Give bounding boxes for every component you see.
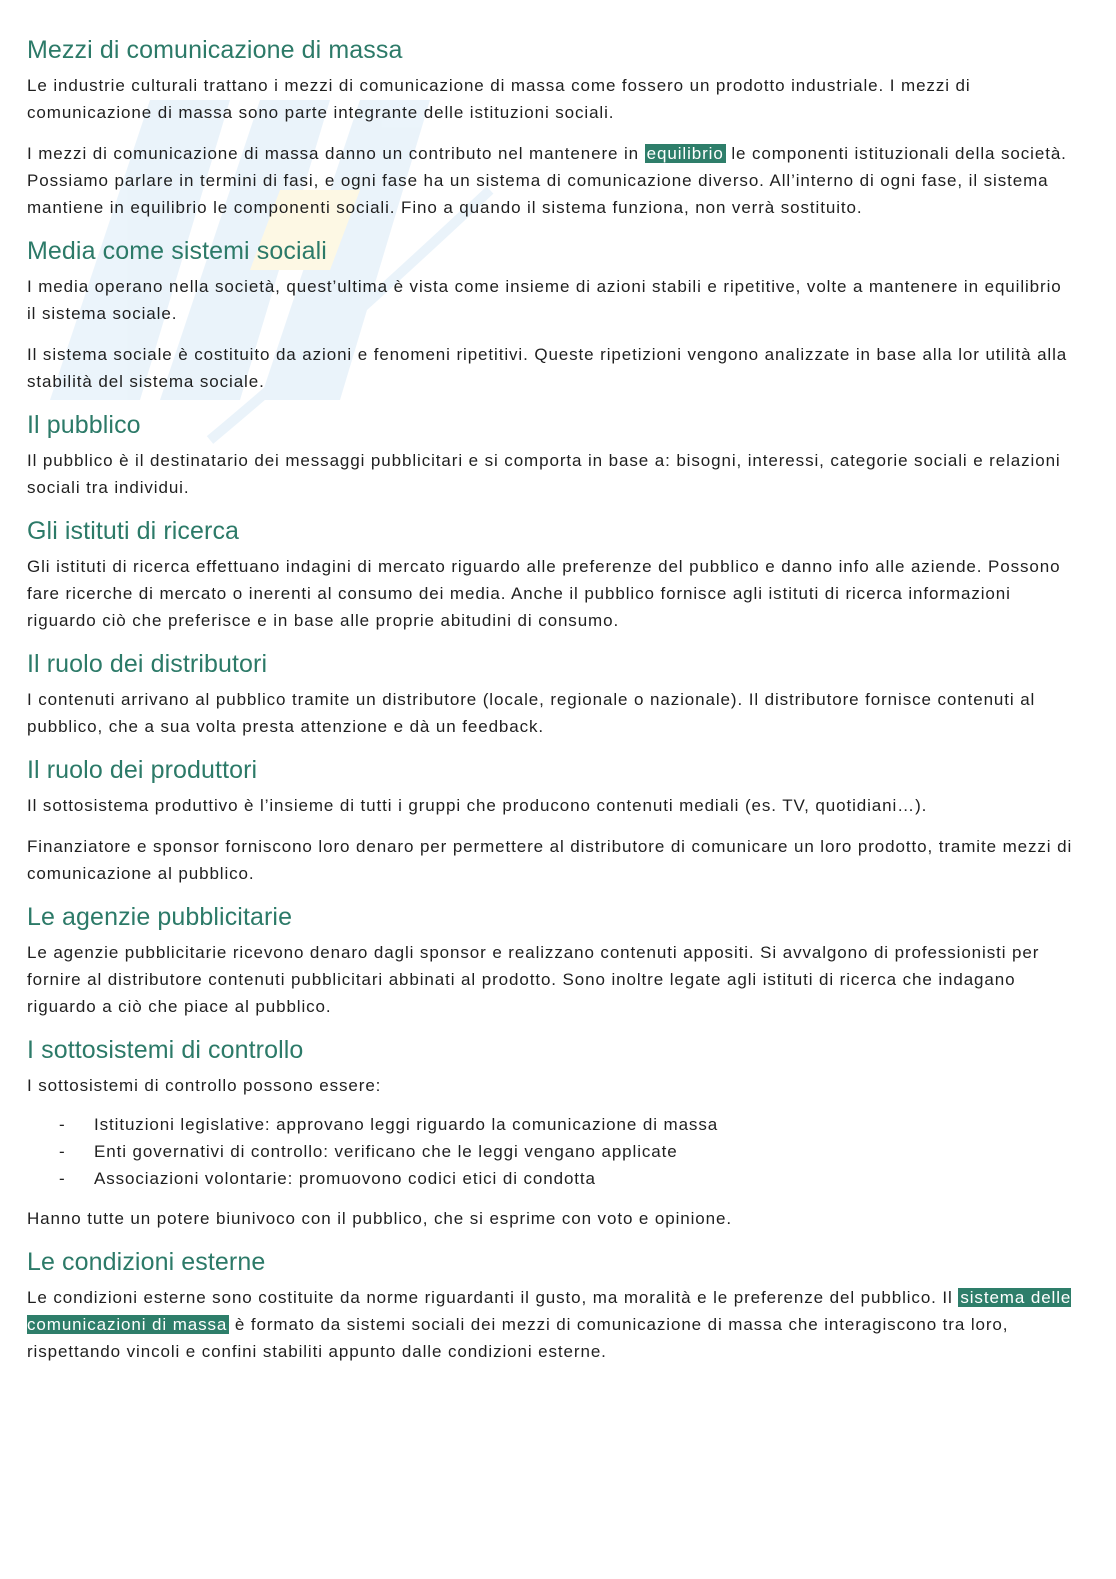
text-span: è formato da sistemi sociali dei mezzi di comunicazione di massa che interagiscono tra loro, rispettando vincoli e confini stabiliti appunto dalle condizioni esterne.	[27, 1315, 1009, 1361]
section-produttori	[27, 754, 1076, 887]
paragraph	[27, 140, 1076, 221]
dash-bullet: -	[59, 1169, 66, 1188]
list-item-text: Associazioni volontarie: promuovono codici etici di condotta	[94, 1169, 596, 1188]
section-title: Gli istituti di ricerca	[27, 517, 240, 545]
section-title: Le condizioni esterne	[27, 1248, 266, 1276]
section-title: Il ruolo dei produttori	[27, 756, 258, 784]
paragraph: I sottosistemi di controllo possono essere:	[27, 1076, 382, 1095]
list-item-text: Istituzioni legislative: approvano leggi riguardo la comunicazione di massa	[94, 1115, 719, 1134]
paragraph: I media operano nella società, quest’ultima è vista come insieme di azioni stabili e ripetitive, volte a mantenere in equilibrio il sistema sociale.	[27, 277, 1062, 323]
paragraph: Le industrie culturali trattano i mezzi di comunicazione di massa come fossero un prodotto industriale. I mezzi di comunicazione di massa sono parte integrante delle istituzioni sociali.	[27, 76, 971, 122]
paragraph: Hanno tutte un potere biunivoco con il pubblico, che si esprime con voto e opinione.	[27, 1209, 732, 1228]
section-title: Mezzi di comunicazione di massa	[27, 36, 403, 64]
paragraph: Il sottosistema produttivo è l’insieme di tutti i gruppi che producono contenuti mediali (es. TV, quotidiani…).	[27, 796, 928, 815]
paragraph: Il sistema sociale è costituito da azioni e fenomeni ripetitivi. Queste ripetizioni vengono analizzate in base alla lor utilità alla stabilità del sistema sociale.	[27, 345, 1068, 391]
highlight-term: equilibrio	[646, 144, 724, 163]
list-item	[59, 1111, 1076, 1138]
paragraph: Il pubblico è il destinatario dei messaggi pubblicitari e si comporta in base a: bisogni, interessi, categorie sociali e relazioni sociali tra individui.	[27, 451, 1061, 497]
paragraph: Finanziatore e sponsor forniscono loro denaro per permettere al distributore di comunicare un loro prodotto, tramite mezzi di comunicazione al pubblico.	[27, 837, 1073, 883]
section-distributori	[27, 648, 1076, 740]
section-title: I sottosistemi di controllo	[27, 1036, 304, 1064]
section-media-sistemi	[27, 235, 1076, 395]
paragraph	[27, 1284, 1076, 1365]
paragraph: I contenuti arrivano al pubblico tramite un distributore (locale, regionale o nazionale). Il distributore fornisce contenuti al pubblico, che a sua volta presta attenzione e dà un feedback.	[27, 690, 1036, 736]
list-item-text: Enti governativi di controllo: verificano che le leggi vengano applicate	[94, 1142, 678, 1161]
section-istituti-ricerca	[27, 515, 1076, 634]
text-span: le componenti istituzionali della società. Possiamo parlare in termini di fasi, e ogni fase ha un sistema di comunicazione diverso. All’interno di ogni fase, il sistema mantiene in equilibrio le componenti sociali. Fino a quando il sistema funziona, non verrà sostituito.	[27, 144, 1067, 217]
section-condizioni-esterne	[27, 1246, 1076, 1365]
section-title: Il ruolo dei distributori	[27, 650, 268, 678]
section-title: Il pubblico	[27, 411, 141, 439]
paragraph: Gli istituti di ricerca effettuano indagini di mercato riguardo alle preferenze del pubblico e danno info alle aziende. Possono fare ricerche di mercato o inerenti al consumo dei media. Anche il pubblico fornisce agli istituti di ricerca informazioni riguardo ciò che preferisce e in base alle proprie abitudini di consumo.	[27, 557, 1061, 630]
paragraph: Le agenzie pubblicitarie ricevono denaro dagli sponsor e realizzano contenuti appositi. Si avvalgono di professionisti per fornire al distributore contenuti pubblicitari abbinati al prodotto. Sono inoltre legate agli istituti di ricerca che indagano riguardo a ciò che piace al pubblico.	[27, 943, 1040, 1016]
section-title: Le agenzie pubblicitarie	[27, 903, 293, 931]
dash-bullet: -	[59, 1142, 66, 1161]
section-agenzie	[27, 901, 1076, 1020]
section-mezzi	[27, 34, 1076, 221]
text-span: I mezzi di comunicazione di massa danno un contributo nel mantenere in	[27, 144, 645, 163]
section-controllo	[27, 1034, 1076, 1232]
highlight-term: sistema delle comunicazioni di massa	[27, 1288, 1072, 1334]
list-item	[59, 1138, 1076, 1165]
dash-bullet: -	[59, 1115, 66, 1134]
section-title: Media come sistemi sociali	[27, 237, 327, 265]
bullet-list	[27, 1111, 1076, 1192]
text-span: Le condizioni esterne sono costituite da norme riguardanti il gusto, ma moralità e le preferenze del pubblico. Il	[27, 1288, 959, 1307]
section-pubblico	[27, 409, 1076, 501]
list-item	[59, 1165, 1076, 1192]
